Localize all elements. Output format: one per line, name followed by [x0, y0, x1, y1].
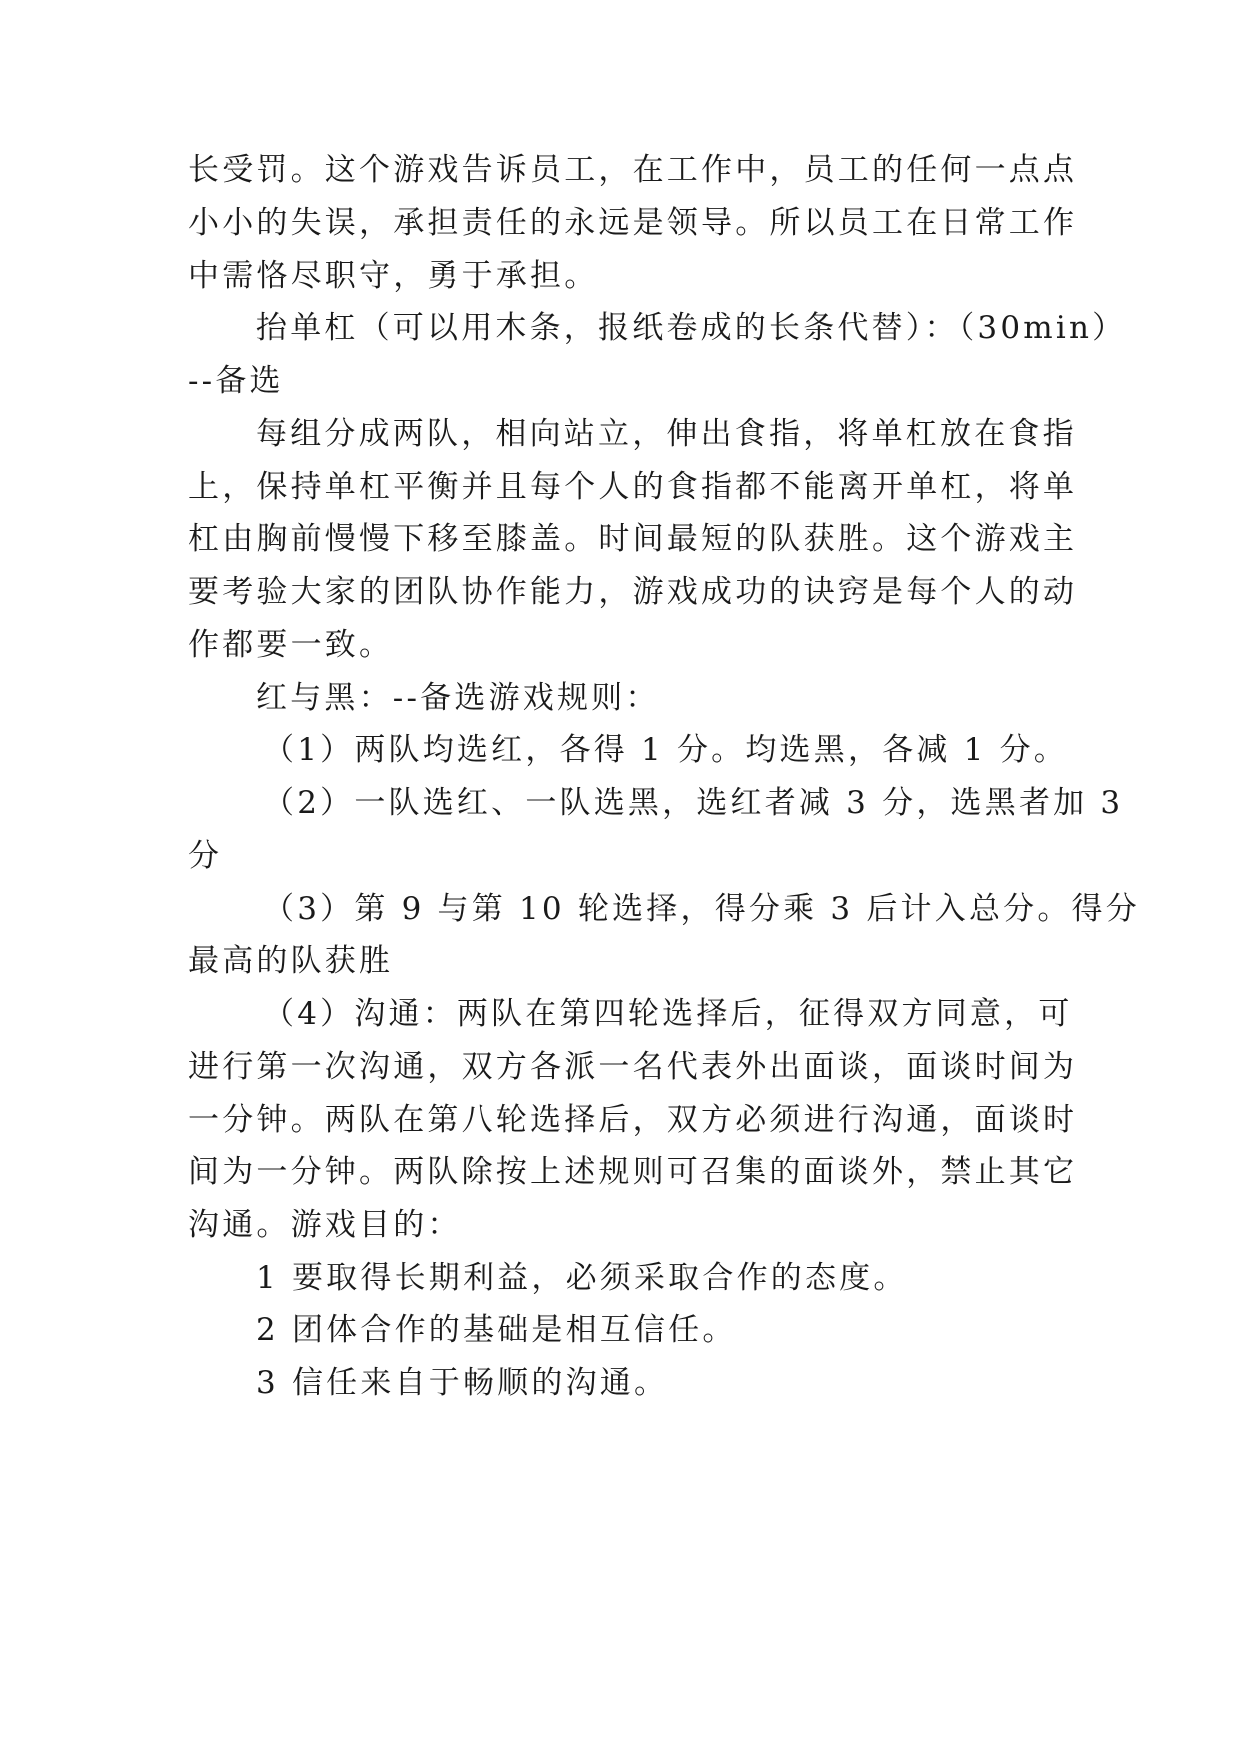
text-line: 最高的队获胜 [188, 943, 394, 979]
text-line: 分 [188, 838, 223, 874]
rule-item-3: （3）第 9 与第 10 轮选择，得分乘 3 后计入总分。得分 [263, 891, 1140, 927]
rule-item-4: （4）沟通：两队在第四轮选择后，征得双方同意，可 [263, 996, 1073, 1032]
text-line: 杠由胸前慢慢下移至膝盖。时间最短的队获胜。这个游戏主 [188, 521, 1078, 557]
text-line: 每组分成两队，相向站立，伸出食指，将单杠放在食指 [256, 416, 1077, 452]
section-heading-lift-bar: 抬单杠（可以用木条，报纸卷成的长条代替）：（30min） [256, 310, 1127, 346]
text-line: 进行第一次沟通，双方各派一名代表外出面谈，面谈时间为 [188, 1049, 1078, 1085]
section-heading-red-black: 红与黑：--备选游戏规则： [256, 680, 660, 716]
text-line: 一分钟。两队在第八轮选择后，双方必须进行沟通，面谈时 [188, 1102, 1078, 1138]
text-line: 中需恪尽职守，勇于承担。 [188, 258, 599, 294]
text-line: 间为一分钟。两队除按上述规则可召集的面谈外，禁止其它 [188, 1154, 1078, 1190]
text-line: 长受罚。这个游戏告诉员工，在工作中，员工的任何一点点 [188, 152, 1078, 188]
purpose-item-3: 3 信任来自于畅顺的沟通。 [256, 1365, 669, 1401]
rule-item-2: （2）一队选红、一队选黑，选红者减 3 分，选黑者加 3 [263, 785, 1124, 821]
purpose-item-2: 2 团体合作的基础是相互信任。 [256, 1312, 737, 1348]
rule-item-1: （1）两队均选红，各得 1 分。均选黑，各减 1 分。 [263, 732, 1068, 768]
purpose-item-1: 1 要取得长期利益，必须采取合作的态度。 [256, 1260, 908, 1296]
text-line: 小小的失误，承担责任的永远是领导。所以员工在日常工作 [188, 205, 1078, 241]
text-line: 沟通。游戏目的： [188, 1207, 462, 1243]
text-line: 作都要一致。 [188, 627, 394, 663]
text-line: 上，保持单杠平衡并且每个人的食指都不能离开单杠，将单 [188, 469, 1078, 505]
text-line: --备选 [188, 363, 284, 399]
text-line: 要考验大家的团队协作能力，游戏成功的诀窍是每个人的动 [188, 574, 1078, 610]
